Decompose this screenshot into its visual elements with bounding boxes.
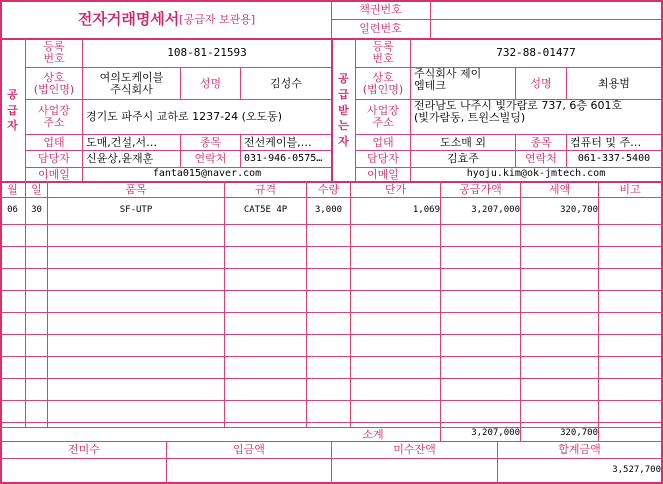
receiver-manager: 김효주: [447, 152, 479, 166]
col-header-qty: 수량: [317, 182, 340, 196]
row-1-tax: 320,700: [560, 205, 598, 216]
receiver-biz-item: 컴퓨터 및 주…: [570, 135, 642, 149]
receiver-company-label: 상호 (법인명): [362, 70, 404, 96]
supplier-biz-item: 전선케이블,…: [244, 135, 312, 149]
receiver-email-label: 이메일: [367, 168, 399, 181]
row-1-item: SF-UTP: [119, 205, 153, 216]
supplier-manager-label: 담당자: [38, 152, 70, 166]
paid-value: [167, 459, 334, 482]
col-header-item: 품목: [125, 182, 147, 196]
supplier-contact: 031-946-0575…: [244, 152, 323, 164]
supplier-company: 여의도케이블 주식회사: [99, 70, 164, 96]
title-subtitle: [공급자 보관용]: [179, 13, 256, 27]
receiver-biz-item-label: 종목: [530, 135, 552, 149]
unpaid-value: [332, 459, 500, 482]
receiver-side-label: 공 급 받 는 자: [338, 71, 349, 149]
receiver-contact-label: 연락처: [525, 152, 557, 166]
supplier-address: 경기도 파주시 교하로 1237-24 (오도동): [86, 110, 283, 124]
supplier-reg-number: 108-81-21593: [167, 46, 247, 60]
supplier-company-label: 상호 (법인명): [33, 70, 75, 96]
book-number-value: [431, 1, 661, 19]
supplier-email-label: 이메일: [38, 168, 70, 181]
subtotal-label: 소계: [362, 428, 384, 441]
receiver-company: 주식회사 제이 엠테크: [414, 68, 482, 92]
supplier-email: fanta015@naver.com: [152, 168, 262, 180]
receiver-manager-label: 담당자: [367, 152, 399, 166]
row-1-note: [599, 198, 661, 224]
book-number-label: 책권번호: [359, 2, 402, 16]
supplier-side-label: 공 급 자: [7, 87, 18, 133]
col-header-month: 월: [7, 182, 18, 196]
col-header-day: 일: [31, 182, 42, 196]
receiver-email: hyoju.kim@ok-jmtech.com: [466, 168, 606, 180]
col-header-tax: 세액: [548, 182, 571, 196]
supplier-biz-item-label: 종목: [199, 135, 222, 149]
row-1-month: 06: [7, 205, 18, 216]
receiver-biz-type: 도소매 외: [439, 135, 486, 149]
grand-total-label: 합계금액: [558, 443, 601, 457]
supplier-contact-label: 연락처: [194, 152, 227, 166]
receiver-reg-label: 등록 번호: [372, 40, 394, 65]
grand-total-value: 3,527,700: [612, 464, 661, 475]
unpaid-label: 미수잔액: [393, 443, 436, 457]
supplier-name-label: 성명: [199, 76, 222, 90]
prev-balance-label: 전미수: [68, 443, 100, 457]
paid-label: 입금액: [233, 443, 265, 457]
supplier-address-label: 사업장 주소: [38, 104, 70, 129]
col-header-supply-amount: 공급가액: [459, 182, 502, 196]
row-1-day: 30: [31, 205, 42, 216]
serial-number-value: [431, 20, 661, 38]
col-header-note: 비고: [619, 182, 641, 196]
receiver-address: 전라남도 나주시 빛가람로 737, 6층 601호 (빛가람동, 트윈스빌딩): [414, 100, 623, 124]
supplier-reg-label: 등록 번호: [43, 40, 65, 65]
document-title: [2, 2, 331, 38]
row-1-spec: CAT5E 4P: [243, 205, 288, 216]
row-1-unit-price: 1,069: [412, 205, 440, 216]
receiver-name-label: 성명: [530, 76, 552, 90]
title-text: 전자거래명세서: [77, 10, 180, 29]
receiver-address-label: 사업장 주소: [367, 104, 399, 129]
subtotal-supply: 3,207,000: [471, 428, 520, 439]
supplier-name: 김성수: [270, 76, 302, 90]
receiver-contact: 061-337-5400: [577, 152, 651, 164]
serial-number-label: 일련번호: [359, 21, 402, 35]
receiver-biz-type-label: 업태: [372, 135, 394, 149]
row-1-qty: 3,000: [314, 205, 343, 216]
prev-balance-value: [2, 459, 169, 482]
col-header-spec: 규격: [254, 182, 277, 196]
supplier-biz-type: 도매,건설,서…: [86, 135, 158, 149]
supplier-manager: 신윤상,윤재훈: [86, 152, 154, 166]
receiver-name: 최용범: [598, 76, 630, 90]
subtotal-tax: 320,700: [560, 428, 598, 439]
row-1-supply-amount: 3,207,000: [471, 205, 520, 216]
col-header-unit-price: 단가: [384, 182, 407, 196]
supplier-biz-type-label: 업태: [43, 135, 65, 149]
receiver-reg-number: 732-88-01477: [496, 46, 576, 60]
